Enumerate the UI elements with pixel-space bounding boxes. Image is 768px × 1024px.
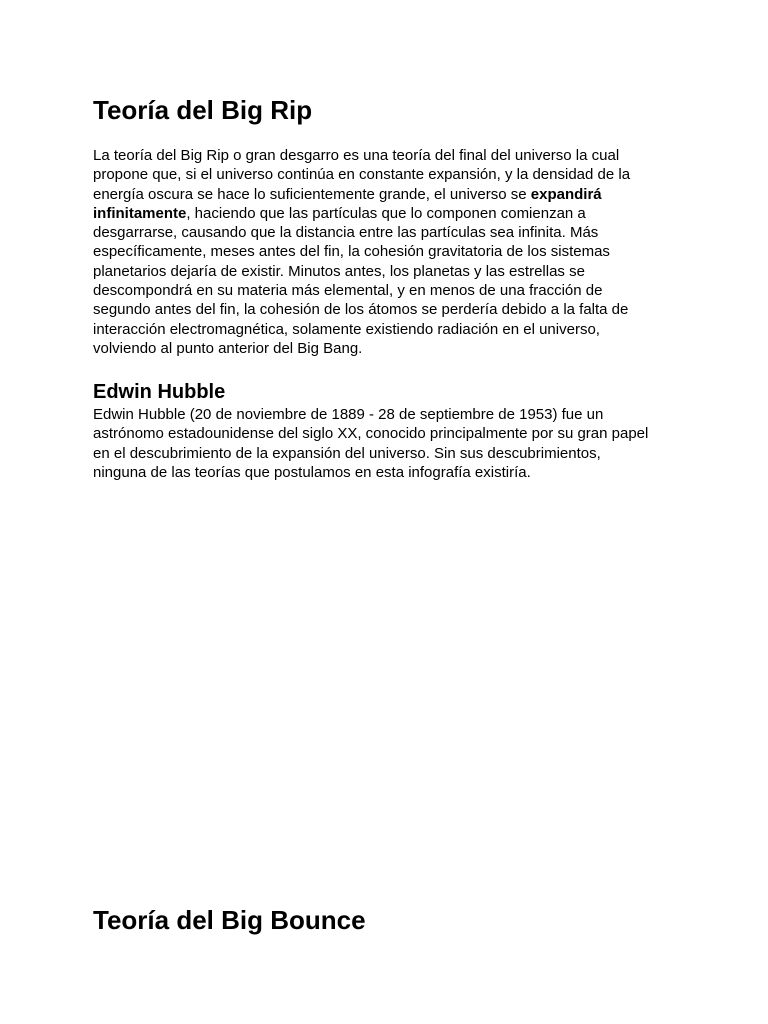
paragraph-line: desgarrarse, causando que la distancia entre las partículas sea infinita. Más xyxy=(93,224,599,242)
big-rip-paragraph xyxy=(93,146,673,358)
edwin-hubble-paragraph xyxy=(93,405,673,482)
paragraph-line: interacción electromagnética, solamente existiendo radiación en el universo, xyxy=(93,320,600,338)
paragraph-line: volviendo al punto anterior del Big Bang. xyxy=(93,339,363,357)
paragraph-line: astrónomo estadounidense del siglo XX, conocido principalmente por su gran papel xyxy=(93,425,649,443)
bold-phrase: expandirá xyxy=(530,185,602,203)
paragraph-line xyxy=(93,185,673,204)
paragraph-text: , haciendo que las partículas que lo componen comienzan a xyxy=(186,204,586,222)
paragraph-line: Edwin Hubble (20 de noviembre de 1889 - 28 de septiembre de 1953) fue un xyxy=(93,406,604,423)
paragraph-line: específicamente, meses antes del fin, la cohesión gravitatoria de los sistemas xyxy=(93,243,610,261)
paragraph-line: en el descubrimiento de la expansión del universo. Sin sus descubrimientos, xyxy=(93,444,601,462)
paragraph-line: descompondrá en su materia más elemental, y en menos de una fracción de xyxy=(93,282,603,300)
edwin-hubble-heading: Edwin Hubble xyxy=(93,381,226,403)
paragraph-line: La teoría del Big Rip o gran desgarro es una teoría del final del universo la cual xyxy=(93,147,620,164)
paragraph-line: planetarios dejaría de existir. Minutos antes, los planetas y las estrellas se xyxy=(93,262,585,280)
big-rip-title: Teoría del Big Rip xyxy=(93,95,313,125)
paragraph-line: ninguna de las teorías que postulamos en esta infografía existiría. xyxy=(93,463,531,481)
big-bounce-title: Teoría del Big Bounce xyxy=(93,905,366,935)
paragraph-line: segundo antes del fin, la cohesión de los átomos se perdería debido a la falta de xyxy=(93,301,629,319)
paragraph-line xyxy=(93,204,673,223)
paragraph-text: energía oscura se hace lo suficientemente grande, el universo se xyxy=(93,185,531,203)
paragraph-line: propone que, si el universo continúa en constante expansión, y la densidad de la xyxy=(93,166,631,184)
bold-phrase: infinitamente xyxy=(93,204,187,222)
